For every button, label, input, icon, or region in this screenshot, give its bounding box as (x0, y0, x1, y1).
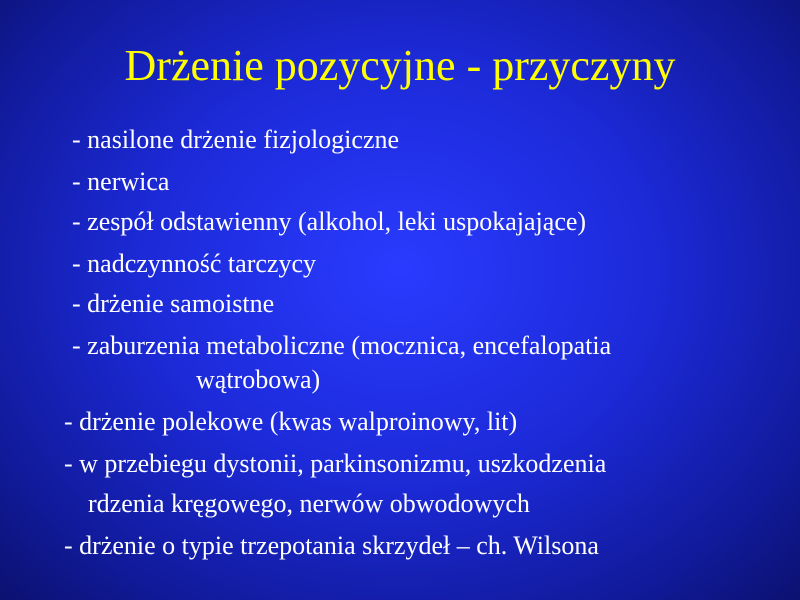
bullet-line: - zaburzenia metaboliczne (mocznica, encefalopatia (72, 331, 612, 360)
bullet-continuation: rdzenia kręgowego, nerwów obwodowych (88, 489, 530, 518)
bullet-line: - drżenie polekowe (kwas walproinowy, lit) (64, 407, 518, 436)
bullet-line: - nadczynność tarczycy (72, 249, 316, 278)
bullet-line: - w przebiegu dystonii, parkinsonizmu, uszkodzenia (64, 449, 607, 478)
bullet-continuation: wątrobowa) (196, 365, 321, 394)
bullet-line: - zespół odstawienny (alkohol, leki uspokajające) (72, 207, 587, 236)
bullet-line: - nerwica (72, 167, 170, 196)
bullet-line: - drżenie o typie trzepotania skrzydeł – ch. Wilsona (64, 531, 599, 560)
bullet-line: - drżenie samoistne (72, 289, 275, 318)
bullet-line: - nasilone drżenie fizjologiczne (72, 125, 400, 154)
slide-title: Drżenie pozycyjne - przyczyny (124, 41, 676, 90)
